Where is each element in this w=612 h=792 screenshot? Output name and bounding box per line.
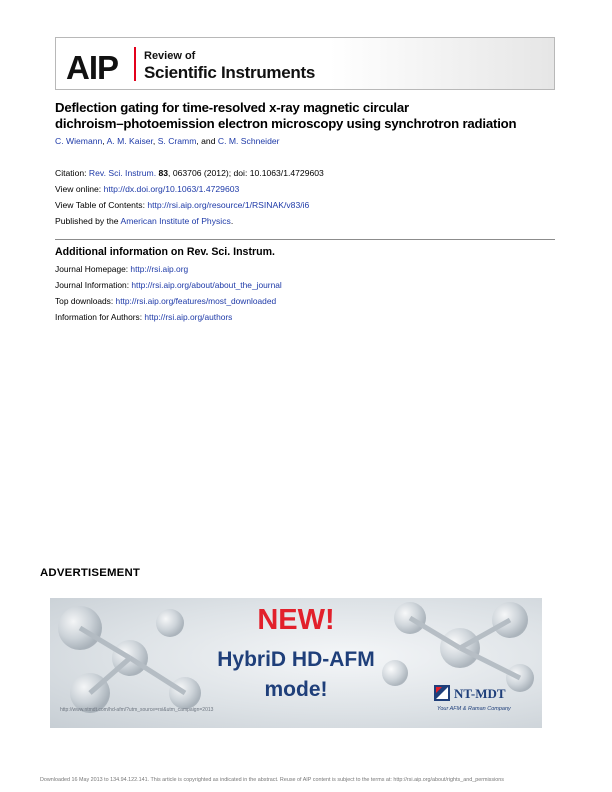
download-footer: Downloaded 16 May 2013 to 134.94.122.141. This article is copyrighted as indicated in the abstract. Reuse of AIP content is subject to the terms at: http://rsi.aip.org/about/rights_and_permissions	[40, 777, 504, 783]
author-and: and	[201, 136, 216, 146]
view-online-label: View online:	[55, 184, 102, 194]
published-label: Published by the	[55, 216, 119, 226]
citation-details: , 063706 (2012); doi: 10.1063/1.4729603	[168, 168, 324, 178]
info-item-journal-homepage	[55, 264, 188, 274]
author-link[interactable]: C. Wiemann	[55, 136, 103, 146]
advertisement-banner[interactable]	[50, 598, 542, 728]
info-label: Journal Homepage:	[55, 264, 129, 274]
logo-divider	[134, 47, 136, 81]
info-item-journal-information	[55, 280, 282, 290]
ntmdt-brand: NT-MDT	[454, 686, 506, 701]
citation-label: Citation:	[55, 168, 87, 178]
view-online-line	[55, 184, 239, 194]
aip-logo	[66, 49, 134, 83]
ntmdt-logo-icon	[434, 685, 450, 701]
authors-info-link[interactable]: http://rsi.aip.org/authors	[144, 312, 233, 322]
citation-line	[55, 168, 324, 178]
toc-label: View Table of Contents:	[55, 200, 145, 210]
toc-link[interactable]: http://rsi.aip.org/resource/1/RSINAK/v83/i6	[147, 200, 310, 210]
author-list: C. Wiemann, A. M. Kaiser, S. Cramm, and C. M. Schneider	[55, 136, 280, 146]
toc-line	[55, 200, 309, 210]
info-label: Journal Information:	[55, 280, 130, 290]
aip-link[interactable]: American Institute of Physics	[120, 216, 231, 226]
author-link[interactable]: A. M. Kaiser	[106, 136, 153, 146]
journal-prefix: Review of	[144, 50, 196, 62]
journal-information-link[interactable]: http://rsi.aip.org/about/about_the_journal	[131, 280, 282, 290]
section-divider	[55, 239, 555, 240]
info-item-top-downloads	[55, 296, 276, 306]
advertisement-label: ADVERTISEMENT	[40, 567, 141, 579]
ad-headline: NEW!	[257, 604, 335, 636]
author-link[interactable]: S. Cramm	[157, 136, 197, 146]
doi-link[interactable]: http://dx.doi.org/10.1063/1.4729603	[103, 184, 240, 194]
info-label: Top downloads:	[55, 296, 114, 306]
ntmdt-tagline: Your AFM & Raman Company	[437, 706, 511, 712]
article-title-line-1: Deflection gating for time-resolved x-ray magnetic circular	[55, 100, 409, 115]
info-label: Information for Authors:	[55, 312, 143, 322]
aip-logo-text: AIP	[66, 49, 119, 83]
journal-homepage-link[interactable]: http://rsi.aip.org	[130, 264, 189, 274]
ad-url[interactable]: http://www.ntmdt.com/hd-afm/?utm_source=rsi&utm_campaign=2013	[60, 707, 214, 713]
top-downloads-link[interactable]: http://rsi.aip.org/features/most_downloaded	[115, 296, 277, 306]
ad-product-line-2: mode!	[264, 678, 328, 701]
additional-info-heading: Additional information on Rev. Sci. Instrum.	[55, 246, 275, 258]
author-link[interactable]: C. M. Schneider	[217, 136, 280, 146]
journal-link[interactable]: Rev. Sci. Instrum.	[88, 168, 157, 178]
article-title	[55, 100, 575, 131]
published-suffix: .	[230, 216, 234, 226]
article-title-line-2: dichroism–photoemission electron microscopy using synchrotron radiation	[55, 115, 517, 131]
info-item-authors	[55, 312, 232, 322]
ad-product-line-1: HybriD HD-AFM	[217, 648, 375, 671]
journal-name: Scientific Instruments	[144, 63, 315, 82]
journal-banner	[55, 37, 555, 90]
citation-volume: 83	[158, 168, 169, 178]
published-line	[55, 216, 233, 226]
